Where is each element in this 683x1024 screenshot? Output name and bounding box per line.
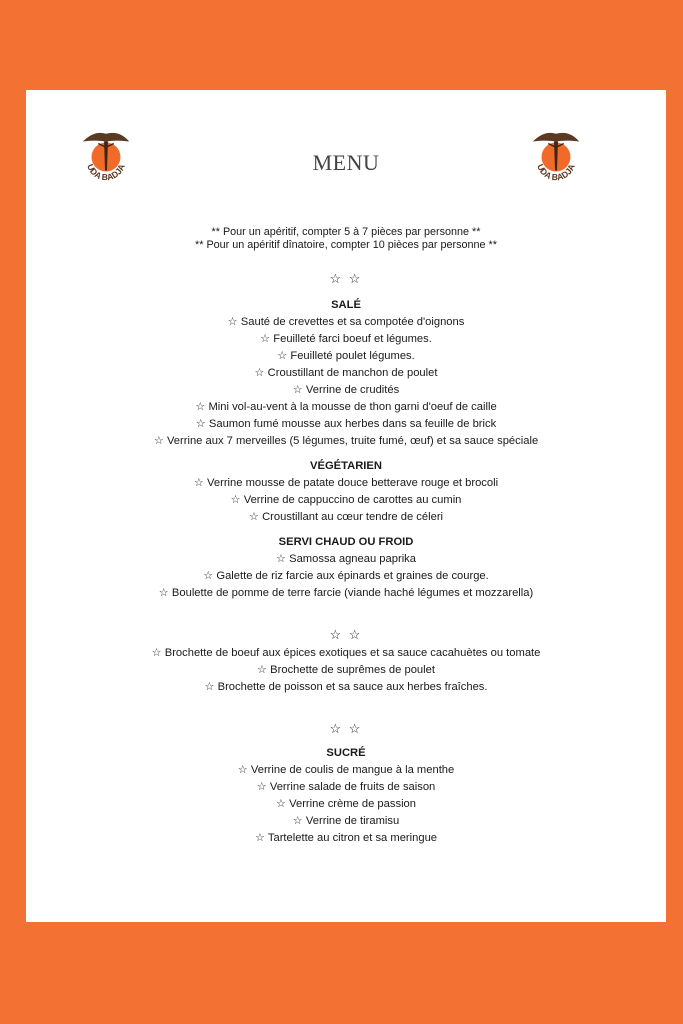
menu-item: ☆ Verrine de tiramisu	[292, 815, 400, 827]
menu-item: ☆ Feuilleté poulet légumes.	[277, 350, 415, 362]
section-heading: SUCRÉ	[326, 747, 366, 759]
menu-item: ☆ Mini vol-au-vent à la mousse de thon garni d'oeuf de caille	[195, 401, 497, 413]
section-sucre	[26, 745, 666, 847]
menu-item: ☆ Verrine mousse de patate douce betterave rouge et brocoli	[193, 477, 499, 489]
section-heading: VÉGÉTARIEN	[310, 460, 382, 472]
menu-item: ☆ Verrine salade de fruits de saison	[256, 781, 436, 793]
section-heading: SALÉ	[331, 299, 361, 311]
section-sale	[26, 297, 666, 450]
menu-item: ☆ Brochette de poisson et sa sauce aux herbes fraîches.	[204, 681, 488, 693]
menu-item: ☆ Verrine de coulis de mangue à la menthe	[237, 764, 455, 776]
note: ** Pour un apéritif, compter 5 à 7 pièces par personne **	[211, 226, 481, 238]
section-brochettes	[26, 645, 666, 696]
menu-item: ☆ Verrine de cappuccino de carottes au cumin	[230, 494, 462, 506]
menu-item: ☆ Sauté de crevettes et sa compotée d'oignons	[227, 316, 465, 328]
menu-item: ☆ Brochette de boeuf aux épices exotiques et sa sauce cacahuètes ou tomate	[151, 647, 541, 659]
menu-item: ☆ Samossa agneau paprika	[275, 553, 416, 565]
menu-item: ☆ Galette de riz farcie aux épinards et graines de courge.	[203, 570, 489, 582]
menu-item: ☆ Saumon fumé mousse aux herbes dans sa feuille de brick	[195, 418, 497, 430]
menu-item: ☆ Verrine crème de passion	[276, 798, 416, 810]
menu-sheet	[26, 90, 666, 922]
menu-item: ☆ Feuilleté farci boeuf et légumes.	[260, 333, 432, 345]
menu-item: ☆ Verrine aux 7 merveilles (5 légumes, truite fumé, œuf) et sa sauce spéciale	[153, 435, 539, 447]
menu-content	[26, 226, 666, 855]
menu-item: ☆ Croustillant au cœur tendre de céleri	[248, 511, 444, 523]
svg-text:UDA BADJA: UDA BADJA	[535, 162, 577, 183]
star-separator: ☆ ☆	[329, 721, 363, 736]
menu-item: ☆ Brochette de suprêmes de poulet	[257, 664, 435, 676]
menu-item: ☆ Croustillant de manchon de poulet	[254, 367, 438, 379]
menu-item: ☆ Verrine de crudités	[292, 384, 400, 396]
section-vegetarien	[26, 458, 666, 526]
star-separator: ☆ ☆	[329, 627, 363, 642]
star-separator: ☆ ☆	[329, 271, 363, 286]
note: ** Pour un apéritif dînatoire, compter 10 pièces par personne **	[195, 239, 497, 251]
menu-item: ☆ Tartelette au citron et sa meringue	[254, 832, 438, 844]
section-heading: SERVI CHAUD OU FROID	[278, 536, 414, 548]
menu-item: ☆ Boulette de pomme de terre farcie (viande haché légumes et mozzarella)	[158, 587, 534, 599]
svg-text:UDA BADJA: UDA BADJA	[85, 162, 127, 183]
section-servi-chaud-ou-froid	[26, 534, 666, 602]
page-title: MENU	[312, 150, 380, 175]
